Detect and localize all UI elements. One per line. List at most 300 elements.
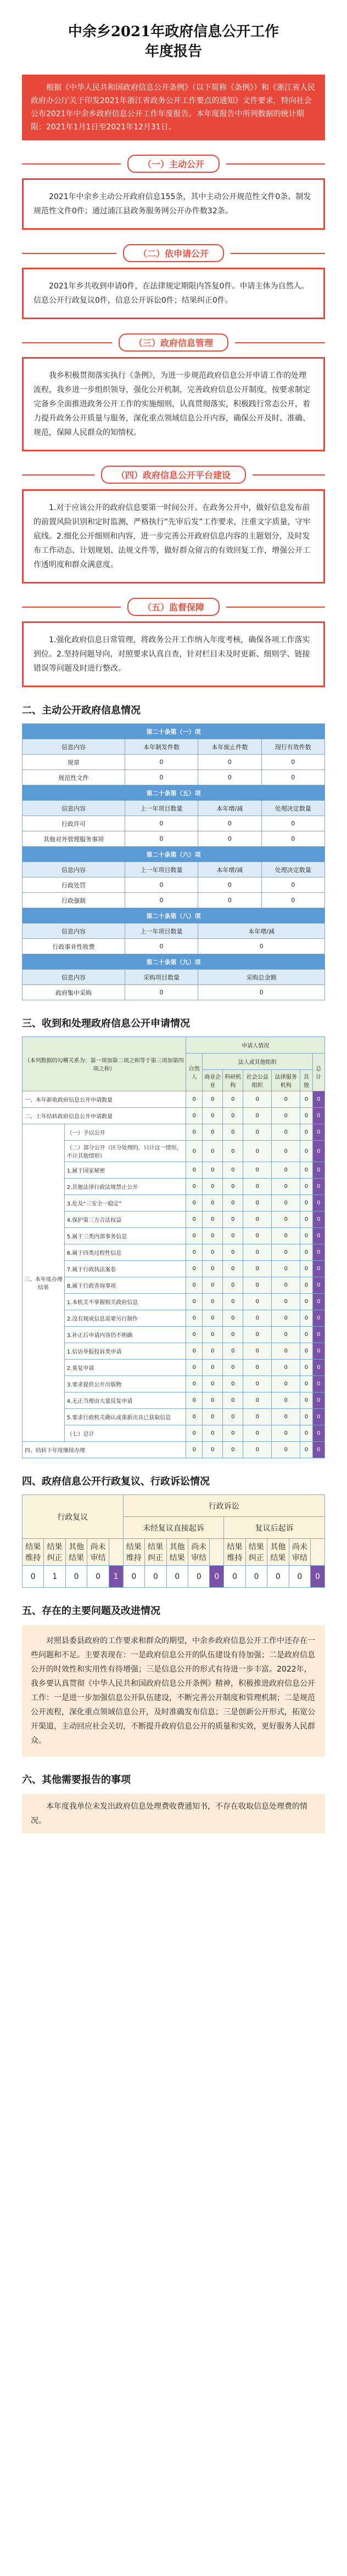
table-cell: 0 <box>125 939 198 954</box>
table-cell: 0 <box>186 1108 203 1124</box>
table-cell: 0 <box>267 1566 289 1588</box>
table-cell: 0 <box>125 893 198 908</box>
table-cell: 0 <box>123 1566 144 1588</box>
table-row <box>23 1442 325 1458</box>
table-cell: 0 <box>272 1141 300 1162</box>
column-header: 商业企业 <box>203 1070 223 1091</box>
table-row <box>23 1294 325 1310</box>
column-header: 本年增/减 <box>198 924 325 939</box>
column-header: 本年废止件数 <box>198 739 261 755</box>
table-cell: 0 <box>203 1442 223 1458</box>
table-cell: 0 <box>300 1294 312 1310</box>
row-label: 1.属于国家秘密 <box>64 1162 186 1179</box>
row-label: 5.属于三类内部事务信息 <box>64 1228 186 1244</box>
table-row <box>23 893 325 908</box>
table-cell: 0 <box>312 1124 324 1141</box>
table-cell: 0 <box>272 1162 300 1179</box>
table-cell: 规范性文件 <box>23 770 125 785</box>
table-cell: 0 <box>198 939 325 954</box>
table-cell: 0 <box>300 1343 312 1360</box>
column-header: 尚未审结 <box>188 1539 209 1566</box>
table-cell: 规章 <box>23 755 125 770</box>
table-row <box>23 1244 325 1261</box>
table-group-header: 第二十条第（六）项 <box>23 847 325 862</box>
column-header: 处理决定数量 <box>261 801 324 816</box>
other-paragraph: 本年度我单位未发出政府信息处理费收费通知书，不存在收取信息处理费的情况。 <box>22 1794 325 1833</box>
column-header: 信息内容 <box>23 739 125 755</box>
table-cell: 行政处罚 <box>23 877 125 893</box>
table-cell: 0 <box>186 1294 203 1310</box>
table-cell: 0 <box>300 1124 312 1141</box>
table-cell: 0 <box>300 1360 312 1376</box>
table-cell: 0 <box>186 1310 203 1327</box>
table-cell: 0 <box>300 1376 312 1392</box>
table-cell: 0 <box>203 1327 223 1343</box>
table-row <box>23 1360 325 1376</box>
column-header: 自然人 <box>186 1054 203 1091</box>
table-cell: 0 <box>243 1244 272 1261</box>
table-cell: 0 <box>243 1195 272 1211</box>
table-cell: 0 <box>223 1124 243 1141</box>
column-header: 本年增/减 <box>198 801 261 816</box>
column-header: 上一年项目数量 <box>125 862 198 877</box>
table-row <box>23 1277 325 1294</box>
table-cell: 0 <box>300 1310 312 1327</box>
table-cell: 0 <box>243 1211 272 1228</box>
table-cell: 0 <box>186 1124 203 1141</box>
table-cell: 0 <box>300 1244 312 1261</box>
column-header: 其他结果 <box>166 1539 188 1566</box>
table-cell: 0 <box>186 1425 203 1442</box>
column-header: 结果纠正 <box>44 1539 65 1566</box>
table-cell: 0 <box>186 1211 203 1228</box>
table-cell: 0 <box>186 1228 203 1244</box>
table-cell: 0 <box>223 1211 243 1228</box>
table-cell: 0 <box>186 1195 203 1211</box>
table-cell: 0 <box>245 1566 267 1588</box>
table-cell: 0 <box>243 1179 272 1195</box>
active-disclosure-table <box>22 723 325 1000</box>
row-label: 4.保护第三方合法权益 <box>64 1211 186 1228</box>
table-cell: 0 <box>203 1108 223 1124</box>
table-cell: 0 <box>272 1360 300 1376</box>
table-cell: 0 <box>272 1277 300 1294</box>
table-cell: 0 <box>198 893 261 908</box>
table-cell: 政府集中采购 <box>23 985 125 1000</box>
table-cell: 0 <box>243 1310 272 1327</box>
table-cell: 0 <box>312 1261 324 1277</box>
column-header: 上一年项目数量 <box>125 801 198 816</box>
row-label: 3.危及“三安全一稳定” <box>64 1195 186 1211</box>
column-header: 行政诉讼 <box>123 1495 324 1517</box>
table-cell: 0 <box>300 1261 312 1277</box>
table-cell: 0 <box>243 1277 272 1294</box>
table-cell: 0 <box>300 1425 312 1442</box>
section-body-management: 我乡积极贯彻落实执行《条例》，为进一步规范政府信息公开申请工作的处理流程，我乡进一步组织领导，强化公开机制，完善政府信息公开制度，按要求制定完备乡全面推进政务公开工作的实施细则，认真贯彻落实，积极践行常态公开，着力提升政务公开质量与服务，深化重点领域信息公开内容，确保公开及时、准确、规范，保障人民群众的知情权。 <box>22 357 325 451</box>
review-litigation-table <box>22 1494 325 1588</box>
table-cell: 0 <box>300 1108 312 1124</box>
table-cell: 0 <box>312 1195 324 1211</box>
table-row <box>23 831 325 847</box>
table-cell: 0 <box>223 1179 243 1195</box>
table-cell: 行政许可 <box>23 816 125 831</box>
column-header: 法律服务机构 <box>272 1070 300 1091</box>
section-header-supervision <box>22 598 325 616</box>
table-cell: 0 <box>243 1392 272 1409</box>
column-header: 结果纠正 <box>245 1539 267 1566</box>
row-label: （七）总计 <box>64 1425 186 1442</box>
table-cell: 0 <box>312 1211 324 1228</box>
column-header: 信息内容 <box>23 862 125 877</box>
table-cell: 0 <box>272 1409 300 1425</box>
table-cell: 0 <box>300 1179 312 1195</box>
table-cell: 0 <box>312 1392 324 1409</box>
table-cell: 0 <box>203 1409 223 1425</box>
table-cell: 0 <box>203 1277 223 1294</box>
table-cell: 0 <box>125 831 198 847</box>
table-cell: 0 <box>312 1343 324 1360</box>
table-cell: 0 <box>223 1162 243 1179</box>
row-label: 四、结转下年度继续办理 <box>23 1442 186 1458</box>
table-cell: 0 <box>203 1179 223 1195</box>
row-label: 2.重复申请 <box>64 1360 186 1376</box>
table-cell: 0 <box>203 1376 223 1392</box>
table-row <box>23 755 325 770</box>
row-label: 3.补正后申请内容仍不明确 <box>64 1327 186 1343</box>
column-header: 其他 <box>300 1070 312 1091</box>
table-cell: 0 <box>186 1376 203 1392</box>
table-row <box>23 877 325 893</box>
table-cell: 0 <box>272 1392 300 1409</box>
section-pill: （一）主动公开 <box>127 155 220 173</box>
column-header: 结果维持 <box>224 1539 245 1566</box>
section-body-platform: 1.对于应该公开的政府信息要第一时间公开。在政务公开中，做好信息发布前的前置风险识别和定时监测，严格执行“先审后发”工作要求，注重文字质量，守牢底线。2.细化公开细则和内容，进一步完善公开政府信息内容的主题划分，及时发布工作动态、计划规划、法规文件等，做好群众留言的有效回复工作，增强公开工作透明度和群众满意度。 <box>22 489 325 584</box>
table-cell: 0 <box>186 1141 203 1162</box>
table-cell: 0 <box>186 1442 203 1458</box>
table-cell: 0 <box>188 1566 209 1588</box>
table-cell: 0 <box>243 1228 272 1244</box>
column-header: 结果维持 <box>123 1539 144 1566</box>
row-label: 8.属于行政查询事项 <box>64 1277 186 1294</box>
table-cell: 0 <box>312 1277 324 1294</box>
table-cell: 0 <box>203 1294 223 1310</box>
table-cell: 0 <box>223 1244 243 1261</box>
table-cell: 0 <box>186 1179 203 1195</box>
table-cell: 0 <box>223 1277 243 1294</box>
table-group-header: 第二十条第（九）项 <box>23 954 325 970</box>
table-row <box>23 1108 325 1124</box>
row-label: 1.本机关不掌握相关政府信息 <box>64 1294 186 1310</box>
table-cell: 0 <box>243 1442 272 1458</box>
table-cell: 0 <box>312 1228 324 1244</box>
table-cell: 0 <box>261 816 324 831</box>
column-header: 法人或其他组织 <box>203 1054 313 1070</box>
table-cell: 0 <box>312 1244 324 1261</box>
column-header: 结果纠正 <box>145 1539 166 1566</box>
table-cell: 0 <box>198 831 261 847</box>
table-cell: 0 <box>261 831 324 847</box>
column-header: 科研机构 <box>223 1070 243 1091</box>
table-cell: 0 <box>186 1244 203 1261</box>
table-cell: 0 <box>223 1442 243 1458</box>
table-cell: 0 <box>272 1327 300 1343</box>
table-cell: 0 <box>272 1294 300 1310</box>
column-header: 其他结果 <box>267 1539 289 1566</box>
table-cell: 0 <box>300 1442 312 1458</box>
table-cell: 0 <box>272 1244 300 1261</box>
table-cell: 0 <box>272 1425 300 1442</box>
heading-review: 四、政府信息公开行政复议、行政诉讼情况 <box>22 1476 210 1487</box>
table-cell: 0 <box>312 1162 324 1179</box>
table-cell: 0 <box>272 1261 300 1277</box>
table-cell: 0 <box>223 1310 243 1327</box>
section-pill: （五）监督保障 <box>127 598 220 616</box>
table-cell: 0 <box>272 1195 300 1211</box>
intro-paragraph: 根据《中华人民共和国政府信息公开条例》（以下简称《条例》）和《浙江省人民政府办公厅关于印发2021年浙江省政务公开工作要点的通知》文件要求，特向社会公布2021年中余乡政府信息公开工作年度报告。本年度报告中所列数据的统计期限：2021年1月1日至2021年12月31日。 <box>22 75 325 140</box>
section-body-supervision: 1.强化政府信息日常管理，将政务公开工作纳入年度考核，确保各项工作落实到位。2.坚持问题导向，对照要求认真自查，针对栏目未及时更新、细则学、链接错误等问题及时进行整改。 <box>22 621 325 687</box>
row-group-label: 三、本年度办理结果 <box>23 1124 65 1442</box>
table-row <box>23 770 325 785</box>
table-cell: 0 <box>300 1327 312 1343</box>
table-cell: 0 <box>243 1343 272 1360</box>
table-row <box>23 1310 325 1327</box>
table-cell: 0 <box>289 1566 310 1588</box>
row-label: 一、本年新收政府信息公开申请数量 <box>23 1091 186 1108</box>
table-cell: 0 <box>243 1141 272 1162</box>
column-header: 采购总金额 <box>198 970 325 985</box>
table-cell: 0 <box>300 1141 312 1162</box>
table-cell: 0 <box>186 1409 203 1425</box>
section-body-apply: 2021年乡共收到申请0件，在法律规定期限内答复0件。申请主体为自然人。信息公开行政复议0件，信息公开诉讼0件；结果纠正0件。 <box>22 268 325 319</box>
table-row <box>23 1211 325 1228</box>
issues-paragraph: 对照县委县政府的工作要求和群众的期望，中余乡政府信息公开工作中还存在一些问题和不足。主要表现在：一是政府信息公开的队伍建设有待加强；二是政府信息公开的时效性和实用性有待增强；三是信息公开的形式有待进一步丰富。2022年，我乡要认真贯彻《中华人民共和国政府信息公开条例》精神，积极推进政府信息公开工作：一是进一步加强信息公开队伍建设，不断完善公开制度和管理机制；二是规范公开流程，深化重点领域信息公开，及时准确发布信息；三是创新公开形式，拓宽公开渠道，主动回应社会关切，不断提升政府信息公开的质量和实效，更好服务人民群众。 <box>22 1625 325 1757</box>
table-cell: 0 <box>203 1343 223 1360</box>
column-header: 信息内容 <box>23 801 125 816</box>
table-cell: 行政事业性收费 <box>23 939 125 954</box>
column-header: 处理决定数量 <box>261 862 324 877</box>
table-cell: 0 <box>243 1091 272 1108</box>
row-label: 二、上年结转政府信息公开申请数量 <box>23 1108 186 1124</box>
table-cell: 0 <box>243 1162 272 1179</box>
table-cell: 0 <box>243 1108 272 1124</box>
table-cell: 0 <box>272 1211 300 1228</box>
table-cell: 0 <box>300 1091 312 1108</box>
section-pill: （二）依申请公开 <box>123 244 224 262</box>
table-cell: 0 <box>125 755 198 770</box>
column-header: 行政复议 <box>23 1495 124 1539</box>
row-label: 7.属于行政执法案卷 <box>64 1261 186 1277</box>
table-cell: 0 <box>243 1376 272 1392</box>
table-cell: 0 <box>312 1179 324 1195</box>
table-cell: 0 <box>223 1392 243 1409</box>
table-cell: 0 <box>223 1360 243 1376</box>
table-cell: 0 <box>272 1228 300 1244</box>
table-cell: 0 <box>272 1343 300 1360</box>
table-group-header: 第二十条第（八）项 <box>23 908 325 924</box>
table-cell: 0 <box>166 1566 188 1588</box>
table-cell: 0 <box>272 1310 300 1327</box>
table-cell: 0 <box>223 1425 243 1442</box>
table-cell: 0 <box>203 1425 223 1442</box>
table-cell: 0 <box>261 755 324 770</box>
heading-other: 六、其他需要报告的事项 <box>22 1774 131 1786</box>
table-cell: 0 <box>261 877 324 893</box>
column-header: 总计 <box>311 1539 325 1566</box>
table-cell: 0 <box>203 1392 223 1409</box>
table-cell: 0 <box>203 1162 223 1179</box>
table-row <box>23 985 325 1000</box>
table-cell: 0 <box>198 985 325 1000</box>
table-cell: 0 <box>272 1091 300 1108</box>
table-cell: 0 <box>223 1195 243 1211</box>
table-cell: 0 <box>186 1091 203 1108</box>
table-cell: 0 <box>224 1566 245 1588</box>
section-pill: （三）政府信息管理 <box>119 333 228 352</box>
table-row <box>23 1195 325 1211</box>
table-row <box>23 1162 325 1179</box>
table-row <box>23 1261 325 1277</box>
heading-active-disclosure: 二、主动公开政府信息情况 <box>22 705 141 716</box>
row-label: 5.要求行政机关确认或重新出具已获取信息 <box>64 1409 186 1425</box>
table-cell: 0 <box>223 1091 243 1108</box>
table-cell: 0 <box>300 1277 312 1294</box>
table-cell: 0 <box>312 1442 324 1458</box>
section-body-active: 2021年中余乡主动公开政府信息155条，其中主动公开规范性文件0条、制发规范性文件0件；通过浦江县政务服务网公开办件数32条。 <box>22 178 325 230</box>
table-cell: 0 <box>125 816 198 831</box>
table-cell: 0 <box>312 1425 324 1442</box>
table-cell: 0 <box>272 1442 300 1458</box>
applications-table <box>22 1037 325 1458</box>
table-cell: 0 <box>300 1228 312 1244</box>
column-header: 尚未审结 <box>289 1539 310 1566</box>
table-cell: 0 <box>198 770 261 785</box>
table-row <box>23 1425 325 1442</box>
column-header: 总计 <box>312 1054 324 1091</box>
table-cell: 0 <box>203 1091 223 1108</box>
table-cell: 0 <box>186 1277 203 1294</box>
table-cell: 0 <box>300 1409 312 1425</box>
column-header: 信息内容 <box>23 970 125 985</box>
table-cell: 0 <box>145 1566 166 1588</box>
table-cell: 0 <box>223 1409 243 1425</box>
table-cell: 0 <box>186 1392 203 1409</box>
column-header: 社会公益组织 <box>243 1070 272 1091</box>
table-cell: 1 <box>109 1566 123 1588</box>
table-row <box>23 1409 325 1425</box>
section-header-active <box>22 155 325 173</box>
table-row <box>23 1327 325 1343</box>
table-cell: 0 <box>125 770 198 785</box>
table-cell: 0 <box>300 1195 312 1211</box>
table-row <box>23 939 325 954</box>
table-cell: 行政强制 <box>23 893 125 908</box>
table-cell: 0 <box>203 1244 223 1261</box>
row-label: （一）予以公开 <box>64 1124 186 1141</box>
report-title-line2: 年度报告 <box>144 43 202 60</box>
table-cell: 0 <box>223 1228 243 1244</box>
table-cell: 1 <box>44 1566 65 1588</box>
column-header: 采购项目数量 <box>125 970 198 985</box>
section-header-apply <box>22 244 325 262</box>
table-cell: 0 <box>198 755 261 770</box>
table-cell: 0 <box>300 1392 312 1409</box>
table-cell: 0 <box>87 1566 109 1588</box>
table-cell: 0 <box>186 1261 203 1277</box>
table-cell: 0 <box>243 1409 272 1425</box>
table-cell: 0 <box>223 1141 243 1162</box>
table-cell: 0 <box>198 877 261 893</box>
table-group-header: 第二十条第（一）项 <box>23 724 325 739</box>
column-header: 总计 <box>109 1539 123 1566</box>
table-row <box>23 816 325 831</box>
table-row <box>23 1343 325 1360</box>
table-cell: 0 <box>261 893 324 908</box>
column-header: 本年增/减 <box>198 862 261 877</box>
row-label: 3.要求提供公开出版物 <box>64 1376 186 1392</box>
table-cell: 0 <box>272 1108 300 1124</box>
table-cell: 0 <box>210 1566 224 1588</box>
column-header: 结果维持 <box>23 1539 44 1566</box>
table-cell: 0 <box>243 1360 272 1376</box>
table-cell: 0 <box>203 1261 223 1277</box>
table-cell: 0 <box>261 770 324 785</box>
table-row <box>23 1392 325 1409</box>
heading-issues: 五、存在的主要问题及改进情况 <box>22 1605 160 1617</box>
table-cell: 0 <box>312 1327 324 1343</box>
section-pill: （四）政府信息公开平台建设 <box>101 466 246 484</box>
table-corner-note: （本列数据的勾稽关系为：第一项加第二项之和等于第三项加第四项之和） <box>23 1037 186 1091</box>
table-cell: 0 <box>203 1310 223 1327</box>
table-cell: 0 <box>203 1360 223 1376</box>
table-cell: 0 <box>243 1327 272 1343</box>
table-cell: 0 <box>223 1261 243 1277</box>
table-cell: 0 <box>312 1376 324 1392</box>
table-cell: 0 <box>272 1124 300 1141</box>
row-label: 6.属于四类过程性信息 <box>64 1244 186 1261</box>
table-cell: 其他对外管理服务事项 <box>23 831 125 847</box>
table-cell: 0 <box>198 816 261 831</box>
table-cell: 0 <box>203 1195 223 1211</box>
table-cell: 0 <box>272 1179 300 1195</box>
table-cell: 0 <box>272 1376 300 1392</box>
row-label: 2.其他法律行政法规禁止公开 <box>64 1179 186 1195</box>
column-header: 现行有效件数 <box>261 739 324 755</box>
heading-applications: 三、收到和处理政府信息公开申请情况 <box>22 1018 190 1029</box>
table-cell: 0 <box>243 1294 272 1310</box>
table-cell: 0 <box>243 1261 272 1277</box>
table-cell: 0 <box>243 1425 272 1442</box>
row-label: 1.信访举报投诉类申请 <box>64 1343 186 1360</box>
table-cell: 0 <box>186 1327 203 1343</box>
table-cell: 0 <box>223 1108 243 1124</box>
table-cell: 0 <box>223 1327 243 1343</box>
table-cell: 0 <box>65 1566 87 1588</box>
column-header: 未经复议直接起诉 <box>123 1517 224 1539</box>
table-cell: 0 <box>125 877 198 893</box>
table-row <box>23 1124 325 1141</box>
table-cell: 0 <box>223 1343 243 1360</box>
table-cell: 0 <box>203 1228 223 1244</box>
report-title-line1: 中余乡2021年政府信息公开工作 <box>68 24 279 40</box>
row-label: 4.无正当理由大量反复申请 <box>64 1392 186 1409</box>
table-cell: 0 <box>203 1141 223 1162</box>
column-header: 总计 <box>210 1539 224 1566</box>
section-header-management <box>22 333 325 352</box>
table-cell: 0 <box>186 1162 203 1179</box>
column-header: 申请人情况 <box>186 1037 325 1054</box>
table-cell: 0 <box>312 1409 324 1425</box>
column-header: 其他结果 <box>65 1539 87 1566</box>
